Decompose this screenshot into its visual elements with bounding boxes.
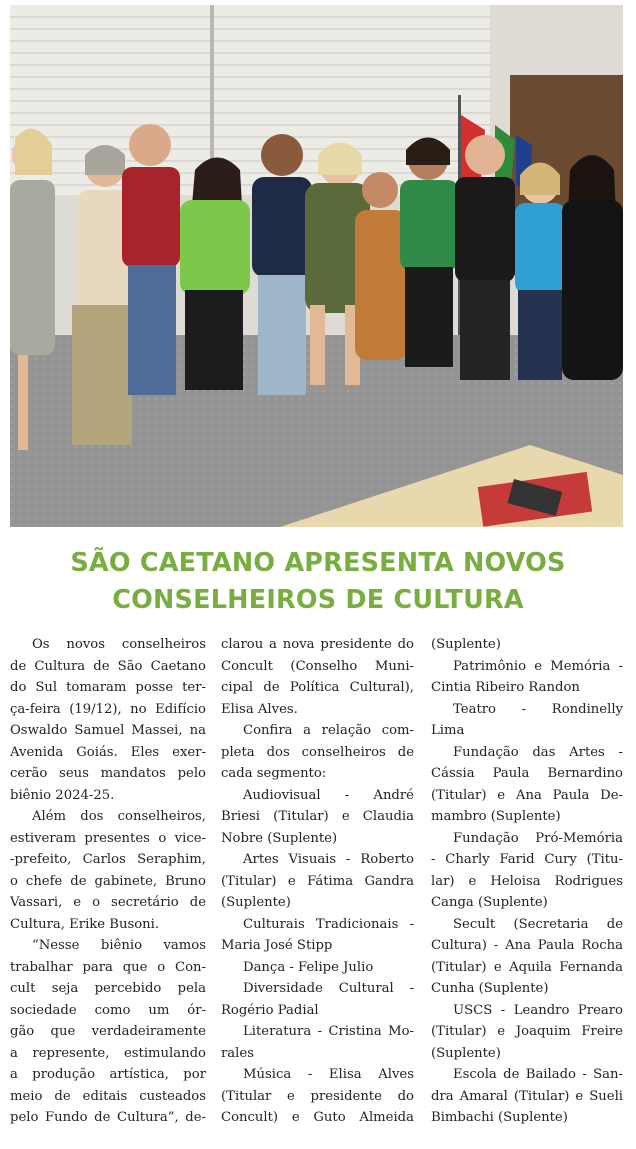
text-line: ça-feira (19/12), no Edifício [10, 701, 206, 717]
text-line: rales [221, 1045, 254, 1061]
text-line: Dança - Felipe Julio [243, 959, 374, 975]
text-line: (Titular) e Joaquim Freire [431, 1024, 623, 1039]
text-line: (Titular) e Aquila Fernanda [431, 959, 623, 975]
text-line: (Suplente) [221, 895, 291, 910]
text-line: lar) e Heloisa Rodrigues [431, 873, 623, 889]
text-line: Teatro - Rondinelly [453, 701, 623, 717]
text-line: dra Amaral (Titular) e Sueli [431, 1088, 623, 1104]
text-line: Nobre (Suplente) [221, 830, 338, 846]
text-line: clarou a nova presidente do [221, 637, 414, 652]
text-line: Concult) e Guto Almeida [221, 1110, 414, 1125]
text-line: Confira a relação com- [243, 723, 414, 738]
text-line: USCS - Leandro Prearo [453, 1002, 623, 1018]
text-line: cada segmento: [221, 766, 327, 781]
text-line: a produção artística, por [10, 1067, 206, 1082]
article-column-3 [431, 634, 623, 1129]
text-line: Cultura, Erike Busoni. [10, 916, 160, 932]
text-line: Concult (Conselho Muni- [221, 658, 414, 674]
text-line: Oswaldo Samuel Massei, na [10, 723, 206, 738]
text-line: a represente, estimulando [10, 1045, 206, 1061]
text-line: (Suplente) [431, 1045, 501, 1061]
text-line: (Titular e presidente do [221, 1088, 414, 1104]
text-line: Fundação das Artes - [453, 744, 623, 760]
text-line: trabalhar para que o Con- [10, 959, 206, 975]
text-line: Fundação Pró-Memória [453, 830, 623, 846]
text-line: Culturais Tradicionais - [243, 916, 414, 932]
text-line: Artes Visuais - Roberto [243, 852, 414, 867]
text-line: Cintia Ribeiro Randon [431, 680, 580, 695]
text-line: do Sul tomaram posse ter- [10, 680, 206, 695]
text-line: Secult (Secretaria de [453, 916, 623, 932]
text-line: biênio 2024-25. [10, 787, 115, 803]
text-line: Rogério Padial [221, 1002, 319, 1018]
article-column-2 [221, 634, 414, 1129]
text-line: Escola de Bailado - San- [453, 1067, 623, 1082]
text-line: cipal de Política Cultural), [221, 680, 414, 695]
text-line: Cultura) - Ana Paula Rocha [431, 938, 623, 953]
text-line: Os novos conselheiros [32, 637, 206, 652]
text-line: Lima [431, 723, 465, 738]
text-line: -prefeito, Carlos Seraphim, [10, 852, 206, 867]
text-line: Avenida Goiás. Eles exer- [10, 744, 206, 760]
text-line: Patrimônio e Memória - [453, 658, 623, 674]
text-line: Literatura - Cristina Mo- [243, 1024, 414, 1039]
text-line: meio de editais custeados [10, 1088, 206, 1104]
text-line: (Suplente) [431, 637, 501, 652]
text-line: cult seja percebido pela [10, 981, 206, 996]
text-line: - Charly Farid Cury (Titu- [431, 852, 623, 867]
text-line: Audiovisual - André [243, 787, 414, 803]
text-line: sociedade como um ór- [10, 1002, 206, 1018]
text-line: Briesi (Titular) e Claudia [221, 809, 414, 824]
text-line: mambro (Suplente) [431, 809, 561, 824]
headline-line-1: SÃO CAETANO APRESENTA NOVOS [70, 548, 566, 578]
article-column-1 [10, 634, 206, 1129]
text-line: Vassari, e o secretário de [10, 895, 206, 910]
text-line: Além dos conselheiros, [32, 809, 206, 824]
text-line: “Nesse biênio vamos [32, 938, 206, 953]
text-line: pleta dos conselheiros de [221, 744, 414, 760]
article-photo [10, 5, 623, 527]
text-line: Diversidade Cultural - [243, 981, 414, 996]
text-line: estiveram presentes o vice- [10, 830, 206, 846]
text-line: gão que verdadeiramente [10, 1024, 206, 1039]
text-line: pelo Fundo de Cultura”, de- [10, 1110, 206, 1125]
text-line: o chefe de gabinete, Bruno [10, 873, 206, 889]
headline-line-2: CONSELHEIROS DE CULTURA [112, 585, 524, 615]
text-line: Elisa Alves. [221, 701, 298, 717]
text-line: Música - Elisa Alves [243, 1067, 414, 1082]
text-line: Maria José Stipp [221, 938, 333, 953]
text-line: Cunha (Suplente) [431, 981, 549, 996]
text-line: Bimbachi (Suplente) [431, 1110, 568, 1125]
text-line: (Titular) e Ana Paula De- [431, 787, 623, 803]
text-line: cerão seus mandatos pelo [10, 766, 206, 781]
article-headline [10, 545, 626, 619]
text-line: (Titular) e Fátima Gandra [221, 873, 414, 889]
text-line: Cássia Paula Bernardino [431, 766, 623, 781]
text-line: Canga (Suplente) [431, 895, 548, 910]
text-line: de Cultura de São Caetano [10, 658, 206, 674]
